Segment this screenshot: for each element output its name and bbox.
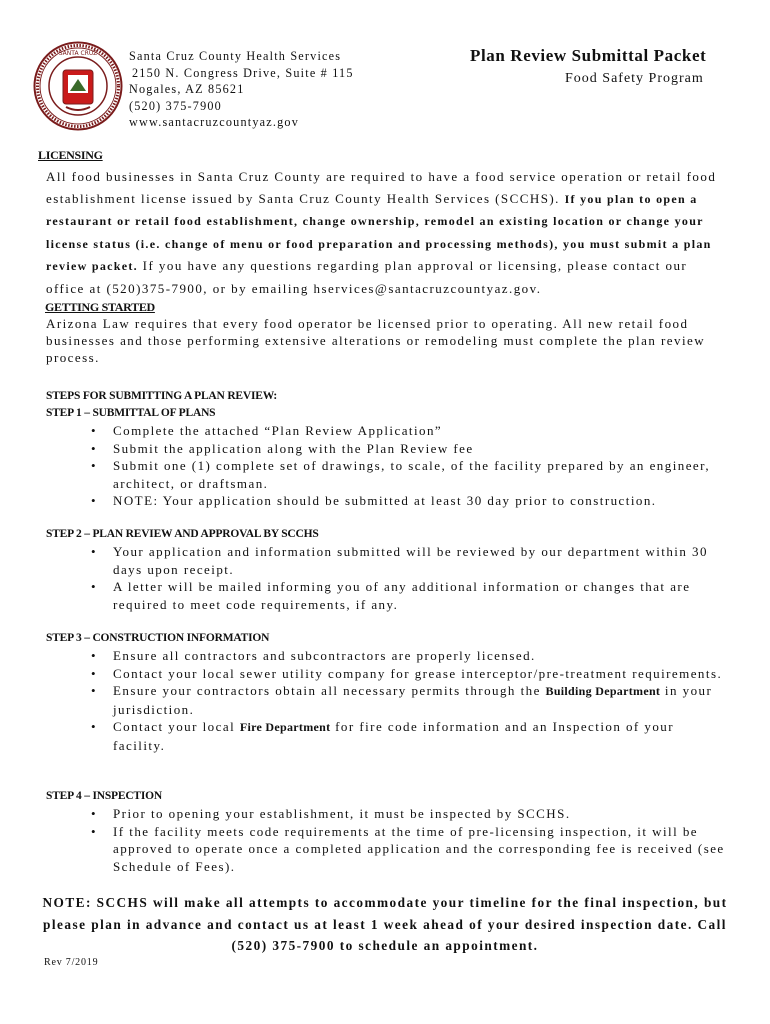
building-department-text: Building Department [545,684,661,698]
licensing-text-2: If you have any questions regarding plan approval or licensing, please contact our office at (520)375-7900, or by emailing hservices@santacruzcountyaz.gov. [46,258,688,296]
getting-started-paragraph: Arizona Law requires that every food operator be licensed prior to operating. All new retail food businesses and those performing extensive alterations or remodeling must complete the plan review process. [46,316,706,365]
document-title: Plan Review Submittal Packet [470,46,707,65]
step3-list [46,647,730,754]
list-item [113,718,730,754]
organization-address [129,48,354,131]
org-phone: (520) 375-7900 [129,98,222,113]
list-item: • If the facility meets code requirements at the time of pre-licensing inspection, it will be approved to operate once a completed application and the corresponding fee is received (see Schedule of Fees). [113,823,730,876]
licensing-heading: LICENSING [38,148,103,162]
step2-heading: STEP 2 – PLAN REVIEW AND APPROVAL BY SCCHS [46,528,319,540]
list-item: • Complete the attached “Plan Review Application” [113,422,730,440]
org-website[interactable]: www.santacruzcountyaz.gov [129,115,299,129]
step3-section [46,630,730,754]
step4-section [46,788,730,875]
list-item: • Your application and information submitted will be reviewed by our department within 30 days upon receipt. [113,543,730,578]
list-item: • Submit the application along with the Plan Review fee [113,440,730,458]
list-item: • Submit one (1) complete set of drawings, to scale, of the facility prepared by an engineer, architect, or draftsman. [113,457,730,492]
item-text: for fire code information and an Inspection of your facility. [113,719,675,753]
list-item [113,682,730,718]
step1-list [46,422,730,510]
final-note: NOTE: SCCHS will make all attempts to accommodate your timeline for the final inspection, but please plan in advance and contact us at least 1 week ahead of your desired inspection date. Call (520) 375-7900 to schedule an appointment. [42,895,728,953]
getting-started-heading: GETTING STARTED [45,300,155,314]
list-item: • Prior to opening your establishment, it must be inspected by SCCHS. [113,805,730,823]
org-city: Nogales, AZ 85621 [129,82,245,96]
steps-heading: STEPS FOR SUBMITTING A PLAN REVIEW: [46,390,278,402]
list-item: • Contact your local sewer utility company for grease interceptor/pre-treatment requirements. [113,665,730,683]
fire-department-text: Fire Department [239,720,331,734]
licensing-bold-text: If you plan to open a restaurant or retail food establishment, change ownership, remodel an existing location or change your license status (i.e. change of menu or food preparation and processing methods), you must submit a plan review packet. [46,191,712,273]
list-item: • A letter will be mailed informing you of any additional information or changes that are required to meet code requirements, if any. [113,578,730,613]
step3-heading: STEP 3 – CONSTRUCTION INFORMATION [46,632,270,644]
org-street: 2150 N. Congress Drive, Suite # 115 [132,65,354,80]
item-text: Ensure your contractors obtain all necessary permits through the [113,683,546,698]
getting-started-section [46,300,730,366]
org-name: Santa Cruz County Health Services [129,49,342,63]
list-item: • NOTE: Your application should be submitted at least 30 day prior to construction. [113,492,730,510]
svg-text:SANTA CRUZ: SANTA CRUZ [58,50,98,57]
licensing-text-1: All food businesses in Santa Cruz County are required to have a food service operation or retail food establishment license issued by Santa Cruz County Health Services (SCCHS). [46,169,717,206]
county-seal-logo [33,41,123,131]
step2-list [46,543,730,613]
step4-list [46,805,730,875]
step1-heading: STEP 1 – SUBMITTAL OF PLANS [46,407,216,419]
licensing-paragraph [46,166,730,299]
step1-section [46,388,730,510]
list-item: • Ensure all contractors and subcontractors are properly licensed. [113,647,730,665]
program-subtitle: Food Safety Program [565,71,704,86]
licensing-section [38,148,730,299]
item-text: Contact your local [113,719,240,734]
revision-date: Rev 7/2019 [44,957,99,968]
step2-section [46,526,730,613]
item-text: in your jurisdiction. [113,683,713,717]
step4-heading: STEP 4 – INSPECTION [46,790,163,802]
